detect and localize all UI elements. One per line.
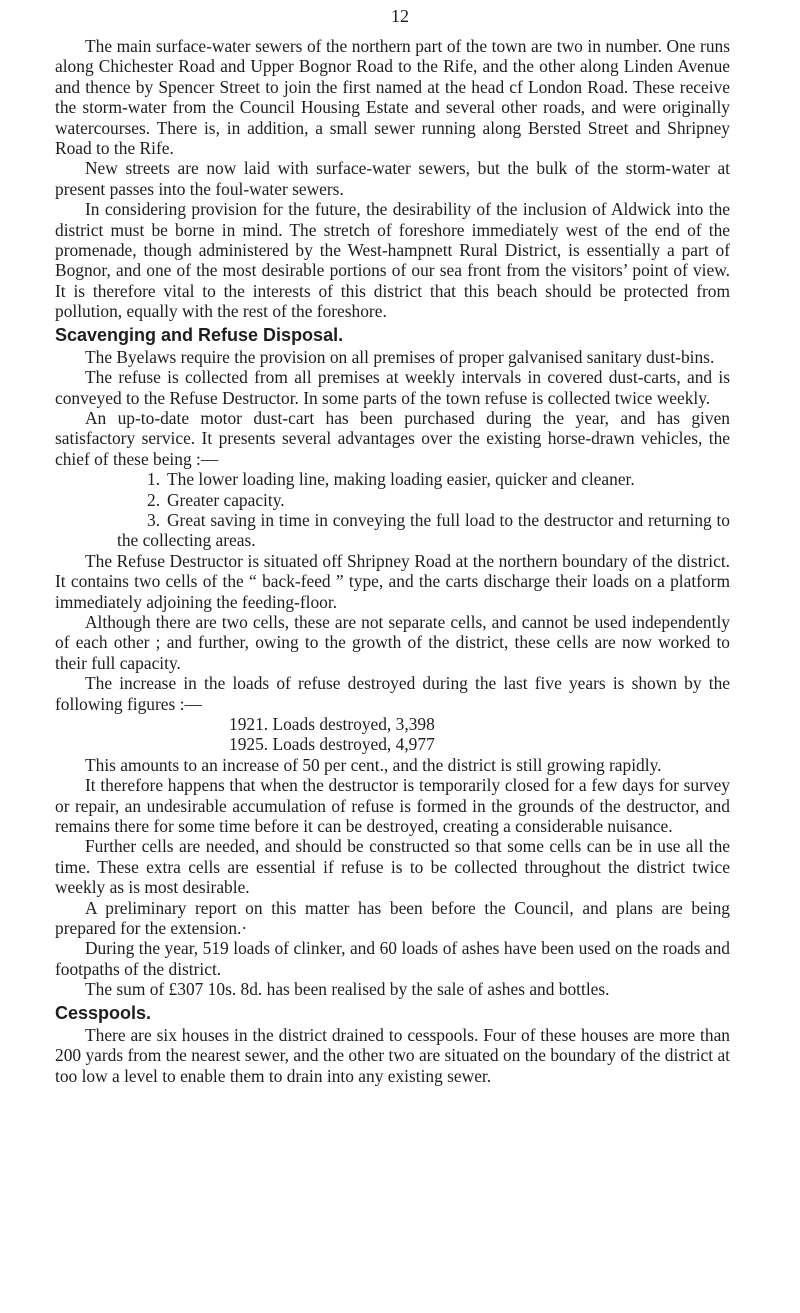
paragraph: An up-to-date motor dust-cart has been purchased during the year, and has given satisfactory service. It presents several advantages over the existing horse-drawn vehicles, the chief of these being :— (55, 407, 730, 469)
paragraph: During the year, 519 loads of clinker, and 60 loads of ashes have been used on the roads and footpaths of the district. (55, 938, 730, 979)
list-item-number: 1. (147, 469, 161, 490)
list-item-number: 2. (147, 489, 161, 510)
paragraph: A preliminary report on this matter has been before the Council, and plans are being prepared for the extension.· (55, 897, 730, 939)
paragraph: In considering provision for the future, the desirability of the inclusion of Aldwick into the district must be borne in mind. The stretch of foreshore immediately west of the end of the promenade, though administered by the West-hampnett Rural District, is essentially a part of Bognor, and one of the most desirable portions of our sea front from the visitors’ point of view. It is therefore vital to the interests of this district that this beach should be protected from pollution, equally with the rest of the foreshore. (55, 199, 730, 322)
figure-line: 1921. Loads destroyed, 3,398 (229, 714, 435, 734)
list-item (55, 490, 730, 510)
paragraph: This amounts to an increase of 50 per cent., and the district is still growing rapidly. (85, 754, 662, 775)
paragraph: The sum of £307 10s. 8d. has been realised by the sale of ashes and bottles. (85, 979, 610, 1000)
paragraph: It therefore happens that when the destructor is temporarily closed for a few days for survey or repair, an undesirable accumulation of refuse is formed in the grounds of the destructor, and remains there for some time before it can be destroyed, creating a considerable nuisance. (55, 775, 730, 837)
paragraph: Further cells are needed, and should be constructed so that some cells can be in use all the time. These extra cells are essential if refuse is to be collected throughout the district twice weekly as is most desirable. (55, 836, 730, 898)
list-item-number: 3. (147, 509, 161, 530)
paragraph: The refuse is collected from all premises at weekly intervals in covered dust-carts, and is conveyed to the Refuse Destructor. In some parts of the town refuse is collected twice weekly. (55, 367, 730, 408)
list-item-text: Greater capacity. (167, 489, 285, 510)
list-item (55, 510, 730, 551)
list-item-text: The lower loading line, making loading easier, quicker and cleaner. (167, 469, 635, 490)
page-number: 12 (391, 6, 409, 26)
paragraph: Although there are two cells, these are not separate cells, and cannot be used independently of each other ; and further, owing to the growth of the district, these cells are now worked to their full capacity. (55, 611, 730, 673)
page-body (55, 0, 730, 1086)
paragraph: The Refuse Destructor is situated off Shripney Road at the northern boundary of the district. It contains two cells of the “ back-feed ” type, and the carts discharge their loads on a platform immediately adjoining the feeding-floor. (55, 550, 730, 612)
figure-line: 1925. Loads destroyed, 4,977 (229, 734, 435, 755)
paragraph: The Byelaws require the provision on all premises of proper galvanised sanitary dust-bins. (85, 346, 715, 367)
section-heading-scavenging: Scavenging and Refuse Disposal. (55, 324, 344, 345)
paragraph: New streets are now laid with surface-water sewers, but the bulk of the storm-water at present passes into the foul-water sewers. (55, 158, 730, 199)
section-heading-cesspools: Cesspools. (55, 1002, 152, 1023)
paragraph: There are six houses in the district drained to cesspools. Four of these houses are more than 200 yards from the nearest sewer, and the other two are situated on the boundary of the district at too low a level to enable them to drain into any existing sewer. (55, 1024, 730, 1086)
list-item (55, 469, 730, 489)
paragraph: The main surface-water sewers of the northern part of the town are two in number. One runs along Chichester Road and Upper Bognor Road to the Rife, and the other along Linden Avenue and thence by Spencer Street to join the first named at the head cf London Road. These receive the storm-water from the Council Housing Estate and several other roads, and were originally watercourses. There is, in addition, a small sewer running along Bersted Street and Shripney Road to the Rife. (55, 36, 730, 159)
list-item-text: Great saving in time in conveying the full load to the destructor and returning to the collecting areas. (117, 509, 730, 551)
paragraph: The increase in the loads of refuse destroyed during the last five years is shown by the following figures :— (55, 673, 730, 714)
